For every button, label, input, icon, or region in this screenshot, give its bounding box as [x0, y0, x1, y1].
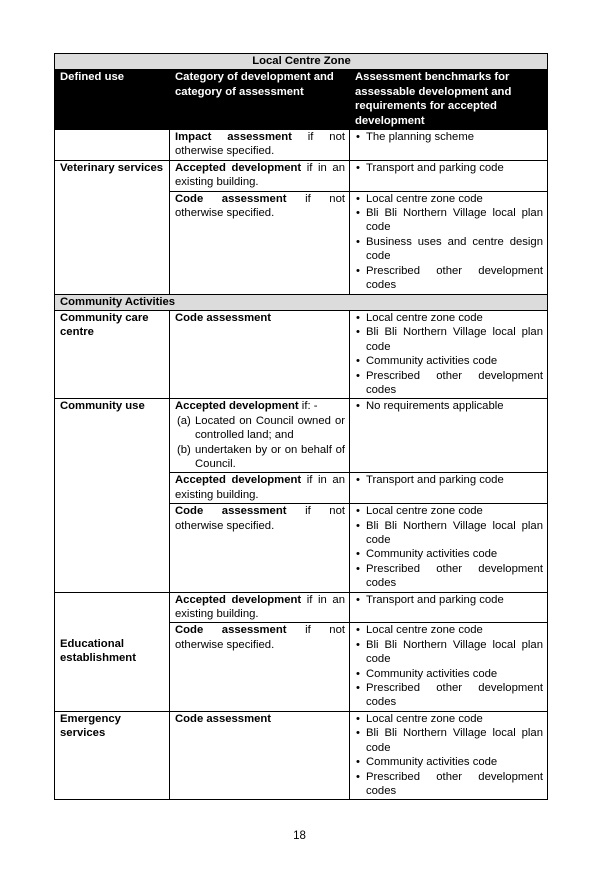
- section-heading: Community Activities: [55, 294, 548, 310]
- benchmark-item: • Business uses and centre design code: [355, 235, 543, 264]
- defined-use-cell: Educational establishment: [55, 592, 170, 711]
- benchmarks-cell: [350, 504, 548, 592]
- category-lead: Code assessment: [175, 311, 272, 324]
- category-lead: Accepted development: [175, 400, 299, 413]
- benchmark-item: • Bli Bli Northern Village local plan code: [355, 519, 543, 548]
- header-category: Category of development and category of assessment: [170, 70, 350, 130]
- benchmark-item: • Bli Bli Northern Village local plan code: [355, 325, 543, 354]
- benchmark-item: • Local centre zone code: [355, 504, 543, 518]
- local-centre-zone-table: [54, 53, 548, 800]
- category-cell: [170, 711, 350, 799]
- category-cell: [170, 130, 350, 161]
- table-row: [55, 130, 548, 161]
- benchmarks-cell: [350, 310, 548, 398]
- condition-item: [177, 414, 345, 443]
- table-row: [55, 399, 548, 473]
- benchmark-item: • Transport and parking code: [355, 593, 543, 607]
- benchmarks-cell: [350, 473, 548, 504]
- category-rest: if in an existing building.: [175, 474, 345, 501]
- condition-text: Located on Council owned or controlled land; and: [195, 414, 345, 442]
- category-lead: Code assessment: [175, 712, 272, 725]
- category-lead: Code assessment: [175, 624, 287, 637]
- category-rest: if not otherwise specified.: [175, 192, 345, 220]
- category-rest: if not otherwise specified.: [175, 505, 345, 532]
- table-row: [55, 592, 548, 623]
- condition-label: (a): [177, 414, 191, 427]
- benchmark-item: • Bli Bli Northern Village local plan code: [355, 206, 543, 235]
- benchmark-item: • Prescribed other development codes: [355, 562, 543, 591]
- benchmarks-cell: [350, 399, 548, 473]
- defined-use-cell: Veterinary services: [55, 160, 170, 294]
- defined-use-cell: Community use: [55, 399, 170, 592]
- header-defined-use: Defined use: [55, 70, 170, 130]
- benchmark-item: • No requirements applicable: [355, 399, 543, 413]
- condition-list: [175, 414, 345, 472]
- condition-label: (b): [177, 443, 191, 456]
- category-cell: [170, 191, 350, 294]
- table-row: [55, 711, 548, 799]
- category-cell: [170, 592, 350, 623]
- benchmarks-cell: [350, 160, 548, 191]
- benchmark-item: • Prescribed other development codes: [355, 264, 543, 293]
- benchmarks-cell: [350, 130, 548, 161]
- category-rest: if in an existing building.: [175, 161, 345, 189]
- category-lead: Accepted development: [175, 474, 302, 487]
- benchmark-item: • Transport and parking code: [355, 161, 543, 175]
- category-rest: if not otherwise specified.: [175, 131, 345, 158]
- benchmark-item: • Community activities code: [355, 755, 543, 769]
- benchmarks-cell: [350, 711, 548, 799]
- benchmark-item: • The planning scheme: [355, 130, 543, 144]
- benchmark-item: • Bli Bli Northern Village local plan code: [355, 638, 543, 667]
- category-cell: [170, 160, 350, 191]
- benchmarks-cell: [350, 623, 548, 711]
- category-rest: if not otherwise specified.: [175, 624, 345, 651]
- category-rest: if: -: [298, 400, 318, 413]
- table-row: [55, 310, 548, 398]
- table-title: Local Centre Zone: [55, 54, 548, 70]
- benchmark-item: • Prescribed other development codes: [355, 369, 543, 398]
- category-lead: Accepted development: [175, 593, 302, 606]
- defined-use-cell: Emergency services: [55, 711, 170, 799]
- benchmark-item: • Local centre zone code: [355, 623, 543, 637]
- category-cell: [170, 623, 350, 711]
- category-cell: [170, 473, 350, 504]
- benchmarks-cell: [350, 191, 548, 294]
- benchmark-item: • Prescribed other development codes: [355, 770, 543, 799]
- benchmark-item: • Community activities code: [355, 547, 543, 561]
- benchmark-item: • Community activities code: [355, 667, 543, 681]
- benchmark-item: • Local centre zone code: [355, 192, 543, 206]
- benchmarks-cell: [350, 592, 548, 623]
- defined-use-cell: Community care centre: [55, 310, 170, 398]
- condition-item: [177, 443, 345, 472]
- category-cell: [170, 504, 350, 592]
- defined-use-cell: [55, 130, 170, 161]
- benchmark-item: • Community activities code: [355, 354, 543, 368]
- table-row: [55, 160, 548, 191]
- category-lead: Code assessment: [175, 505, 287, 518]
- benchmark-item: • Bli Bli Northern Village local plan code: [355, 726, 543, 755]
- category-lead: Code assessment: [175, 192, 287, 205]
- benchmark-item: • Prescribed other development codes: [355, 681, 543, 710]
- category-lead: Accepted development: [175, 161, 302, 174]
- condition-text: undertaken by or on behalf of Council.: [195, 443, 345, 470]
- category-lead: Impact assessment: [175, 131, 292, 144]
- category-cell: [170, 399, 350, 473]
- benchmark-item: • Local centre zone code: [355, 712, 543, 726]
- page-number: 18: [293, 830, 306, 842]
- header-benchmarks: Assessment benchmarks for assessable development and requirements for accepted development: [350, 70, 548, 130]
- section-row: [55, 294, 548, 310]
- category-rest: if in an existing building.: [175, 593, 345, 621]
- category-cell: [170, 310, 350, 398]
- benchmark-item: • Local centre zone code: [355, 311, 543, 325]
- benchmark-item: • Transport and parking code: [355, 473, 543, 487]
